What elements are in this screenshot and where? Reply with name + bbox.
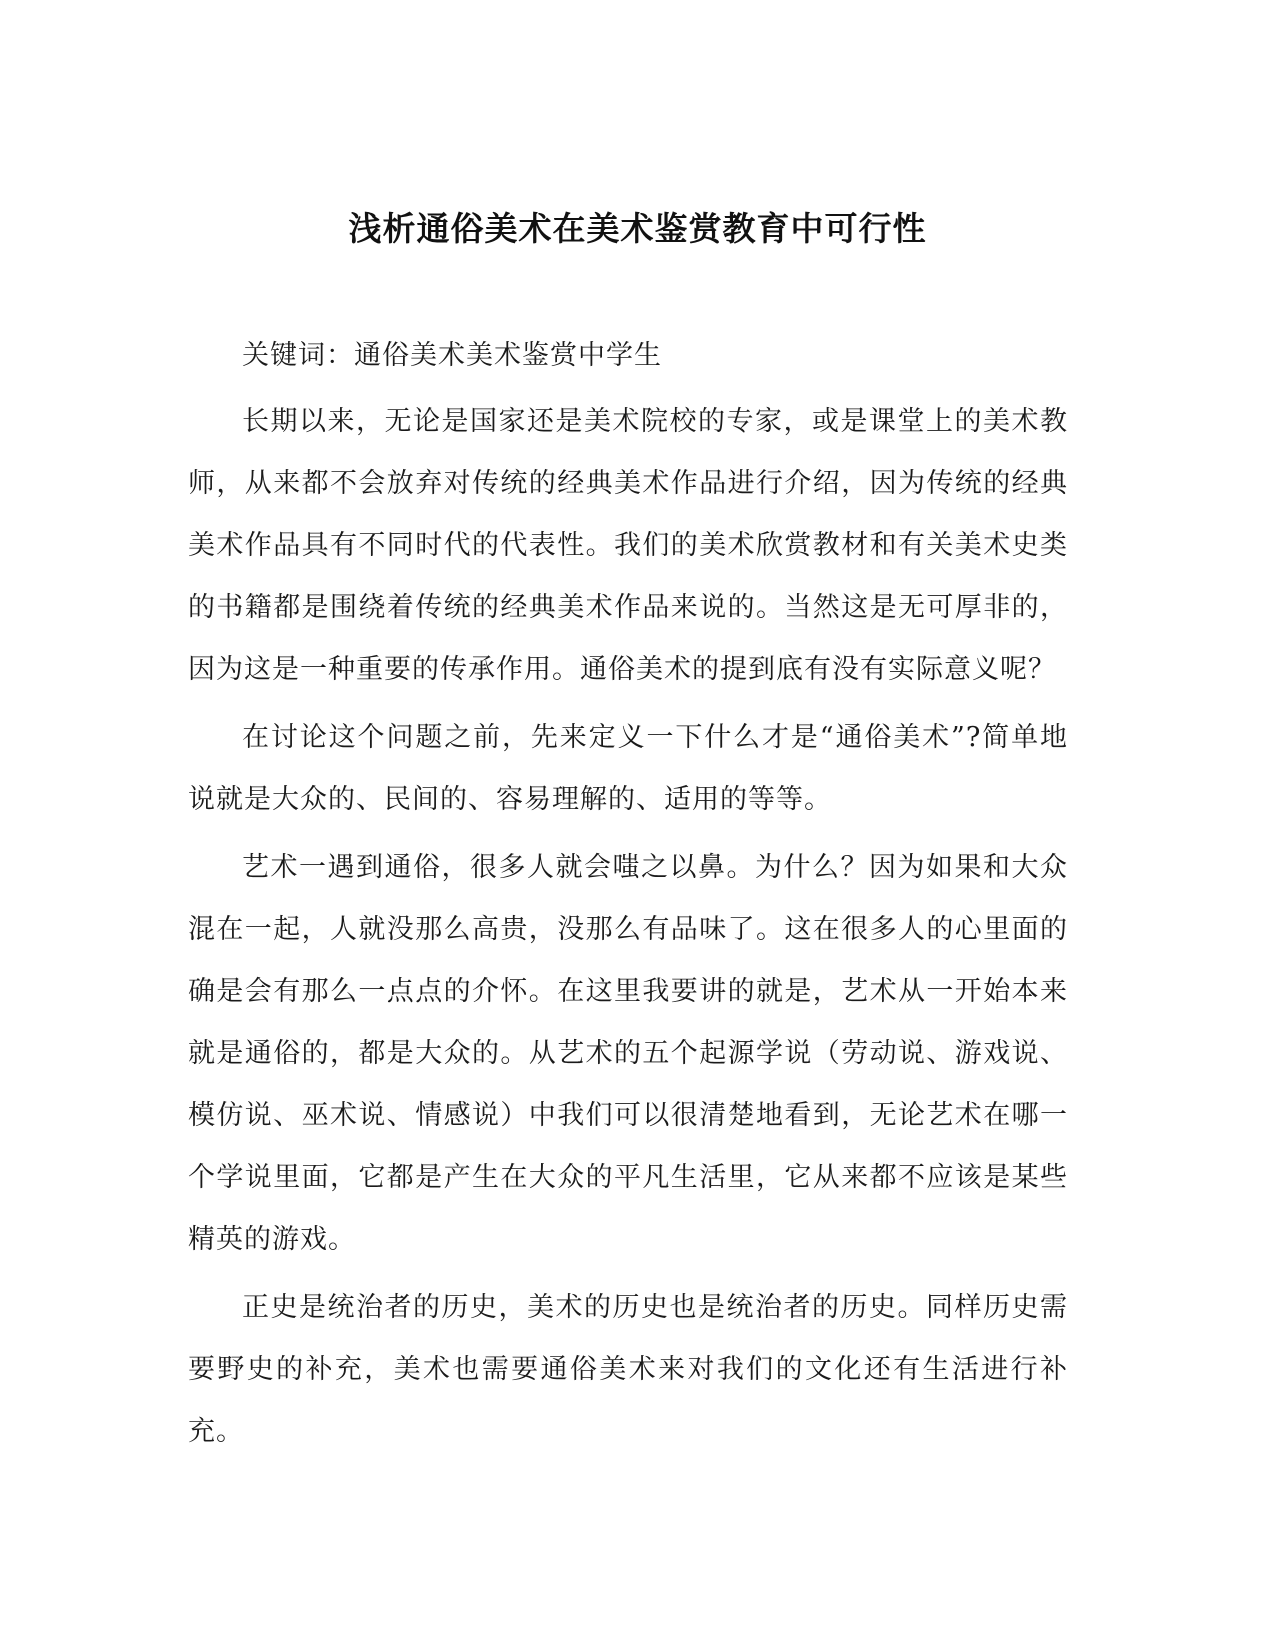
paragraph: 长期以来，无论是国家还是美术院校的专家，或是课堂上的美术教师，从来都不会放弃对传统的经典美术作品进行介绍，因为传统的经典美术作品具有不同时代的代表性。我们的美术欣赏教材和有关美术史类的书籍都是围绕着传统的经典美术作品来说的。当然这是无可厚非的，因为这是一种重要的传承作用。通俗美术的提到底有没有实际意义呢？ bbox=[188, 406, 1068, 685]
paragraph: 正史是统治者的历史，美术的历史也是统治者的历史。同样历史需要野史的补充，美术也需要通俗美术来对我们的文化还有生活进行补充。 bbox=[188, 1292, 1068, 1447]
document-title: 浅析通俗美术在美术鉴赏教育中可行性 bbox=[348, 209, 927, 248]
keywords-value: 通俗美术美术鉴赏中学生 bbox=[354, 340, 662, 371]
paragraph: 艺术一遇到通俗，很多人就会嗤之以鼻。为什么？因为如果和大众混在一起，人就没那么高贵，没那么有品味了。这在很多人的心里面的确是会有那么一点点的介怀。在这里我要讲的就是，艺术从一开始本来就是通俗的，都是大众的。从艺术的五个起源学说（劳动说、游戏说、模仿说、巫术说、情感说）中我们可以很清楚地看到，无论艺术在哪一个学说里面，它都是产生在大众的平凡生活里，它从来都不应该是某些精英的游戏。 bbox=[188, 852, 1068, 1255]
paragraph: 在讨论这个问题之前，先来定义一下什么才是“通俗美术”?简单地说就是大众的、民间的、容易理解的、适用的等等。 bbox=[188, 722, 1068, 815]
document-body bbox=[188, 325, 1068, 1469]
keywords-line bbox=[188, 325, 1068, 387]
keywords-label: 关键词： bbox=[242, 340, 354, 371]
